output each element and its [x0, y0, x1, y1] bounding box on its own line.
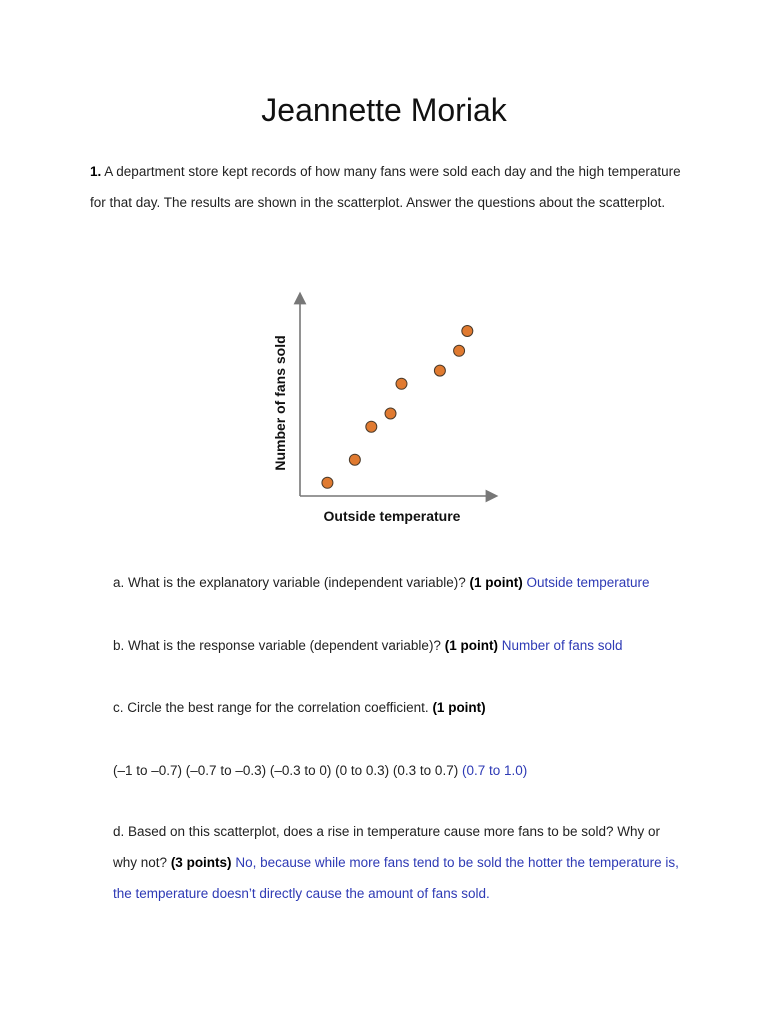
correlation-options [113, 755, 683, 786]
scatterplot-svg [262, 288, 512, 528]
answer-d: No, because while more fans tend to be sold the hotter the temperature is, the temperature doesn’t directly cause the amount of fans sold. [113, 855, 679, 901]
answer-c: (0.7 to 1.0) [461, 763, 528, 778]
answer-b: Number of fans sold [501, 638, 623, 653]
question-c-points: (1 point) [432, 700, 486, 715]
question-b-points: (1 point) [444, 638, 498, 653]
question-a-text: a. What is the explanatory variable (independent variable)? [113, 575, 466, 590]
data-point [454, 345, 465, 356]
data-point [349, 454, 360, 465]
question-d-points: (3 points) [170, 855, 232, 870]
data-point [385, 408, 396, 419]
y-axis-label: Number of fans sold [272, 335, 288, 471]
question-text: A department store kept records of how many fans were sold each day and the high temperature for that day. The results are shown in the scatterplot. Answer the questions about the scatterplot. [90, 164, 681, 210]
data-point [462, 326, 473, 337]
question-a [113, 567, 683, 598]
answer-a: Outside temperature [526, 575, 650, 590]
question-d [113, 816, 683, 909]
question-1 [90, 156, 690, 218]
question-a-points: (1 point) [469, 575, 523, 590]
question-number: 1. [90, 164, 102, 179]
data-point [322, 477, 333, 488]
page-title: Jeannette Moriak [261, 92, 507, 128]
correlation-options-text: (–1 to –0.7) (–0.7 to –0.3) (–0.3 to 0) (0 to 0.3) (0.3 to 0.7) [113, 763, 459, 778]
question-c-text: c. Circle the best range for the correlation coefficient. [113, 700, 429, 715]
question-c [113, 692, 683, 723]
question-d-text: d. Based on this scatterplot, does a rise in temperature cause more fans to be sold? Why or why not? [113, 824, 661, 870]
scatterplot [262, 288, 512, 528]
data-point [366, 421, 377, 432]
question-b-text: b. What is the response variable (dependent variable)? [113, 638, 441, 653]
data-points [322, 326, 473, 489]
question-b [113, 630, 683, 661]
data-point [396, 378, 407, 389]
x-axis-label: Outside temperature [323, 508, 461, 524]
data-point [434, 365, 445, 376]
